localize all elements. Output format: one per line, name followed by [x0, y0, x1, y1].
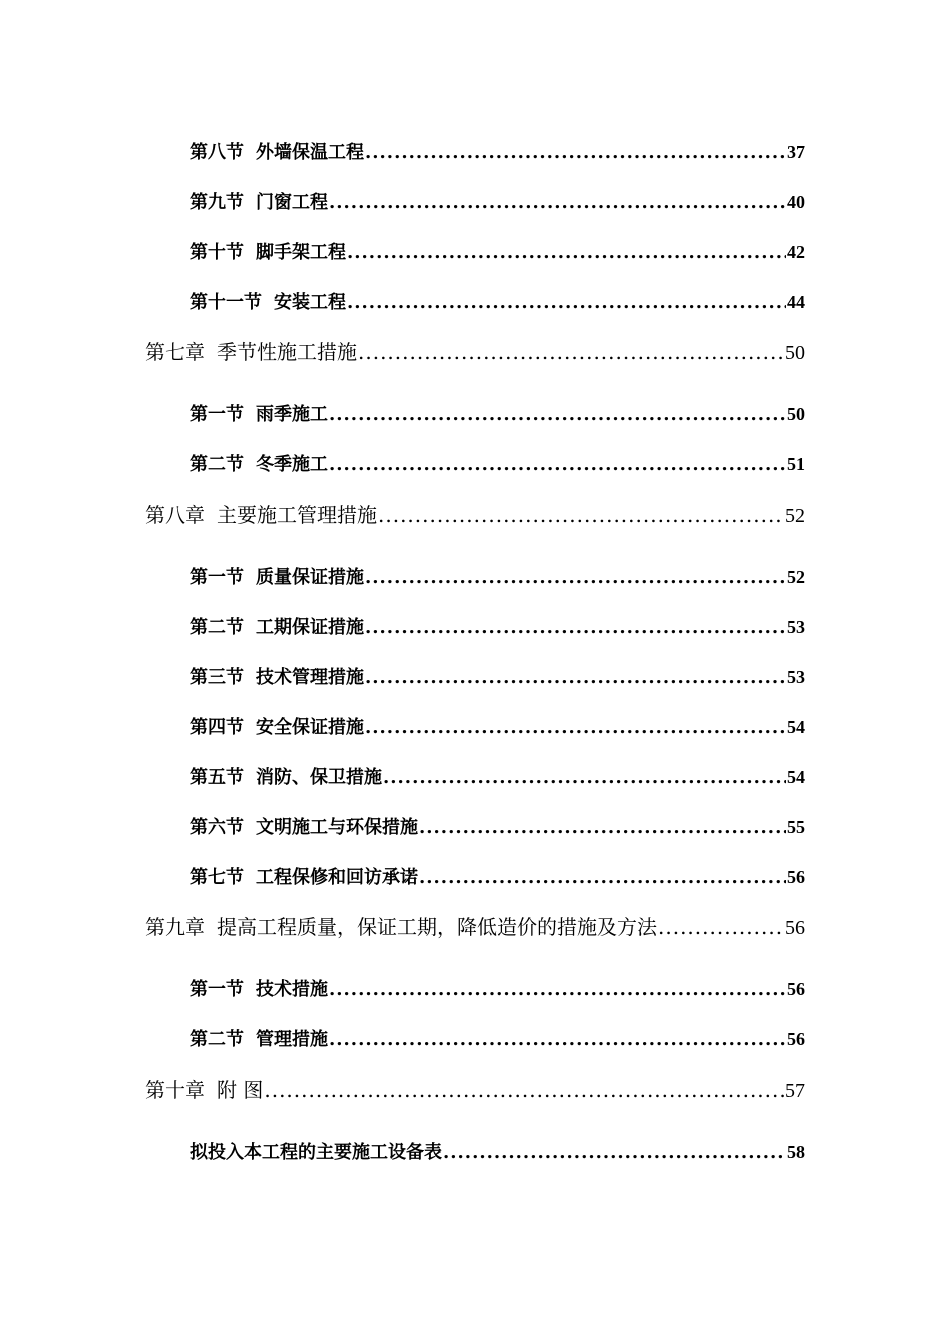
toc-entry-number: 第六节 — [190, 817, 244, 838]
toc-entry-title: 安装工程 — [274, 292, 346, 313]
toc-chapter[interactable] — [145, 336, 805, 365]
toc-entry[interactable] — [190, 663, 805, 689]
toc-entry-number: 第二节 — [190, 454, 244, 475]
toc-entry[interactable] — [190, 613, 805, 639]
dot-leader — [378, 503, 784, 527]
toc-entry-number: 第三节 — [190, 667, 244, 688]
dot-leader — [264, 1078, 784, 1102]
toc-entry-title: 消防、保卫措施 — [256, 767, 382, 788]
toc-chapter[interactable] — [145, 911, 805, 940]
toc-entry-title: 脚手架工程 — [256, 242, 346, 263]
toc-entry-page: 54 — [787, 767, 805, 787]
toc-entry-page: 54 — [787, 717, 805, 737]
dot-leader — [365, 667, 786, 688]
toc-entry[interactable] — [190, 713, 805, 739]
toc-chapter-title: 提高工程质量，保证工期，降低造价的措施及方法 — [217, 915, 657, 939]
toc-entry-number: 第一节 — [190, 567, 244, 588]
toc-entry-number: 第七节 — [190, 867, 244, 888]
toc-entry-page: 58 — [787, 1142, 805, 1162]
toc-entry-number: 第十节 — [190, 242, 244, 263]
toc-entry-number: 第十一节 — [190, 292, 262, 313]
toc-entry-title: 安全保证措施 — [256, 717, 364, 738]
toc-chapter-title: 主要施工管理措施 — [217, 503, 377, 527]
toc-entry-title: 冬季施工 — [256, 454, 328, 475]
toc-entry-page: 50 — [787, 404, 805, 424]
toc-entry-number: 第九节 — [190, 192, 244, 213]
toc-entry-page: 56 — [787, 1029, 805, 1049]
dot-leader — [383, 767, 786, 788]
toc-entry[interactable] — [190, 238, 805, 264]
toc-entry[interactable] — [190, 138, 805, 164]
toc-entry-title: 技术措施 — [256, 979, 328, 1000]
toc-entry-title: 工期保证措施 — [256, 617, 364, 638]
toc-entry[interactable] — [190, 975, 805, 1001]
toc-entry-title: 门窗工程 — [256, 192, 328, 213]
toc-entry[interactable] — [190, 188, 805, 214]
toc-chapter-page: 56 — [785, 917, 805, 939]
toc-entry[interactable] — [190, 450, 805, 476]
toc-entry-number: 第八节 — [190, 142, 244, 163]
toc-entry-page: 55 — [787, 817, 805, 837]
toc-entry-number: 第二节 — [190, 1029, 244, 1050]
toc-entry-page: 44 — [787, 292, 805, 312]
dot-leader — [329, 404, 786, 425]
toc-entry[interactable] — [190, 763, 805, 789]
toc-entry-page: 56 — [787, 979, 805, 999]
dot-leader — [365, 142, 786, 163]
toc-chapter-page: 50 — [785, 342, 805, 364]
dot-leader — [347, 242, 786, 263]
toc-entry[interactable] — [190, 1138, 805, 1164]
toc-entry-number: 第一节 — [190, 404, 244, 425]
toc-entry-page: 42 — [787, 242, 805, 262]
dot-leader — [329, 192, 786, 213]
toc-entry-page: 53 — [787, 617, 805, 637]
toc-chapter[interactable] — [145, 1074, 805, 1103]
toc-entry-title: 外墙保温工程 — [256, 142, 364, 163]
dot-leader — [658, 915, 784, 939]
toc-entry-page: 37 — [787, 142, 805, 162]
toc-chapter-number: 第八章 — [145, 503, 205, 527]
toc-entry[interactable] — [190, 813, 805, 839]
dot-leader — [365, 617, 786, 638]
toc-entry-number: 第四节 — [190, 717, 244, 738]
toc-chapter-page: 57 — [785, 1080, 805, 1102]
dot-leader — [443, 1142, 786, 1163]
toc-entry[interactable] — [190, 563, 805, 589]
toc-entry[interactable] — [190, 400, 805, 426]
toc-entry[interactable] — [190, 1025, 805, 1051]
toc-entry-title: 文明施工与环保措施 — [256, 817, 418, 838]
toc-entry-number: 第五节 — [190, 767, 244, 788]
toc-entry-number: 第一节 — [190, 979, 244, 1000]
toc-entry-title: 工程保修和回访承诺 — [256, 867, 418, 888]
dot-leader — [365, 717, 786, 738]
toc-entry-page: 52 — [787, 567, 805, 587]
toc-entry-title: 质量保证措施 — [256, 567, 364, 588]
toc-chapter-title: 附 图 — [217, 1078, 264, 1102]
toc-entry[interactable] — [190, 863, 805, 889]
toc-chapter-page: 52 — [785, 505, 805, 527]
toc-chapter-number: 第七章 — [145, 340, 205, 364]
toc-entry-title: 雨季施工 — [256, 404, 328, 425]
toc-entry-title: 技术管理措施 — [256, 667, 364, 688]
toc-entry[interactable] — [190, 288, 805, 314]
toc-entry-title: 管理措施 — [256, 1029, 328, 1050]
toc-chapter-number: 第十章 — [145, 1078, 205, 1102]
dot-leader — [329, 979, 786, 1000]
toc-entry-page: 40 — [787, 192, 805, 212]
dot-leader — [419, 817, 786, 838]
toc-chapter[interactable] — [145, 499, 805, 528]
toc-chapter-title: 季节性施工措施 — [217, 340, 357, 364]
toc-entry-page: 56 — [787, 867, 805, 887]
toc-entry-number: 第二节 — [190, 617, 244, 638]
dot-leader — [329, 454, 786, 475]
dot-leader — [419, 867, 786, 888]
toc-entry-page: 51 — [787, 454, 805, 474]
dot-leader — [358, 340, 784, 364]
toc-entry-page: 53 — [787, 667, 805, 687]
toc-chapter-number: 第九章 — [145, 915, 205, 939]
dot-leader — [329, 1029, 786, 1050]
dot-leader — [347, 292, 786, 313]
dot-leader — [365, 567, 786, 588]
toc-entry-title: 拟投入本工程的主要施工设备表 — [190, 1142, 442, 1163]
